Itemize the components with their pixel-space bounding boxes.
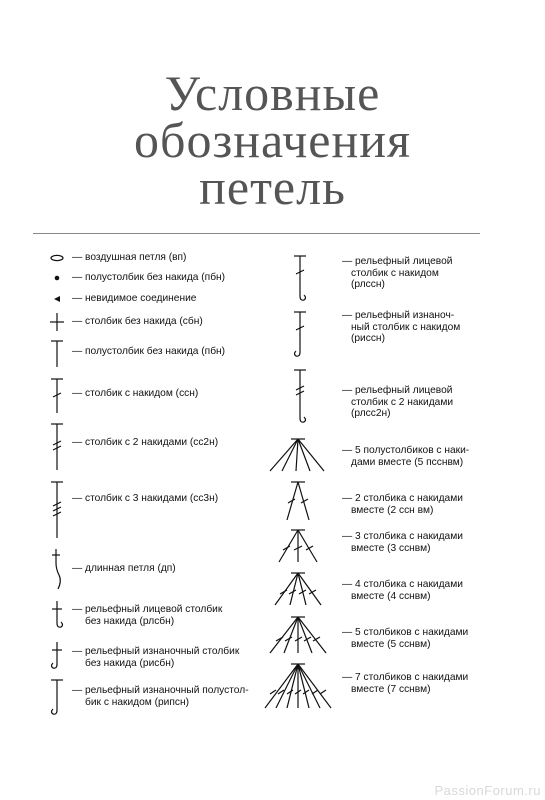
double-crochet-icon <box>47 377 67 415</box>
legend-label-double: — столбик с накидом (ссн) <box>72 388 199 399</box>
single-crochet-dot-icon <box>47 272 67 284</box>
front-post-single-icon <box>47 599 67 631</box>
legend-label-treble: — столбик с 2 накидами (сс2н) <box>72 437 219 448</box>
four-dc-together-icon <box>271 571 325 607</box>
half-double-crochet-icon <box>47 339 67 369</box>
legend-label-slip: — невидимое соединение <box>72 293 197 304</box>
long-loop-icon <box>47 547 67 591</box>
legend-label-half-double: — полустолбик без накида (пбн) <box>72 346 226 357</box>
legend-label-two-dc-together: — 2 столбика с накидами вместе (2 ссн вм) <box>342 493 463 516</box>
double-treble-crochet-icon <box>47 480 67 540</box>
chain-stitch-icon <box>47 252 67 264</box>
legend-label-three-dc-together: — 3 столбика с накидами вместе (3 сснвм) <box>342 531 463 554</box>
legend-label-back-post-double: — рельефный изнаноч- ный столбик с накидом (риссн) <box>342 310 461 344</box>
legend-label-single-dot: — полустолбик без накида (пбн) <box>72 272 226 283</box>
legend-label-double-treble: — столбик с 3 накидами (сс3н) <box>72 493 219 504</box>
front-post-treble-icon <box>288 368 312 428</box>
legend-label-front-post-double: — рельефный лицевой столбик с накидом (рлссн) <box>342 256 453 290</box>
legend-label-front-post-treble: — рельефный лицевой столбик с 2 накидами (рлсс2н) <box>342 385 454 419</box>
legend-label-front-post-single: — рельефный лицевой столбик без накида (рлсбн) <box>72 604 223 627</box>
title-line-1: Условные <box>164 65 381 121</box>
single-crochet-cross-icon <box>47 311 67 333</box>
page-title <box>0 65 545 215</box>
five-hdc-together-icon <box>268 437 328 473</box>
back-post-half-double-icon <box>47 678 67 718</box>
legend-label-five-dc-together: — 5 столбиков с накидами вместе (5 сснвм) <box>342 627 469 650</box>
legend-label-single-cross: — столбик без накида (сбн) <box>72 316 203 327</box>
divider <box>33 233 480 234</box>
seven-dc-together-icon <box>263 662 333 710</box>
legend-label-four-dc-together: — 4 столбика с накидами вместе (4 сснвм) <box>342 579 463 602</box>
treble-crochet-icon <box>47 422 67 472</box>
title-line-2: обозначения <box>134 112 411 168</box>
legend-label-long-loop: — длинная петля (дп) <box>72 563 176 574</box>
legend-label-back-post-single: — рельефный изнаночный столбик без накида (рисбн) <box>72 646 240 669</box>
front-post-double-icon <box>288 254 312 304</box>
legend-label-back-post-half-double: — рельефный изнаночный полустол- бик с накидом (рипсн) <box>72 685 249 708</box>
legend-label-five-hdc-together: — 5 полустолбиков с наки- дами вместе (5 псснвм) <box>342 445 470 468</box>
watermark: PassionForum.ru <box>434 783 541 798</box>
three-dc-together-icon <box>273 528 323 564</box>
slip-stitch-icon <box>47 293 67 305</box>
back-post-double-icon <box>288 310 312 360</box>
legend-label-seven-dc-together: — 7 столбиков с накидами вместе (7 сснвм) <box>342 672 469 695</box>
two-dc-together-icon <box>278 480 318 522</box>
five-dc-together-icon <box>268 615 328 655</box>
legend-label-chain: — воздушная петля (вп) <box>72 252 187 263</box>
title-line-3: петель <box>199 159 346 215</box>
back-post-single-icon <box>47 640 67 672</box>
